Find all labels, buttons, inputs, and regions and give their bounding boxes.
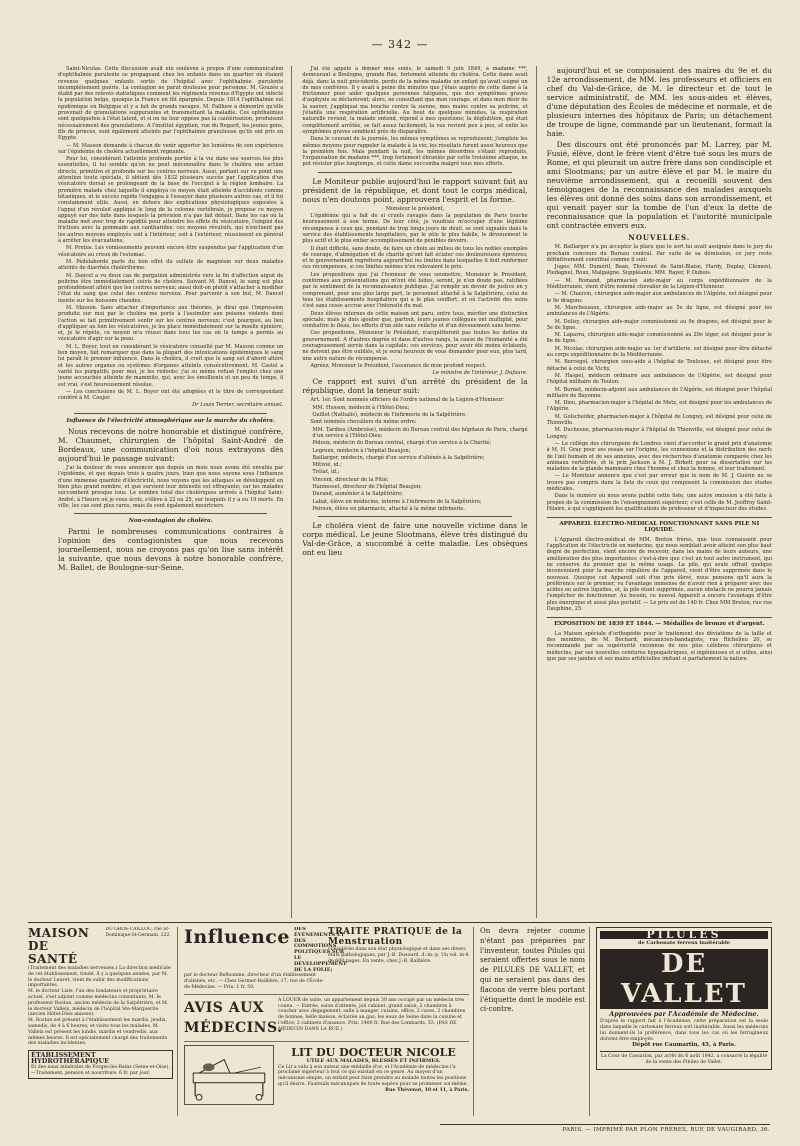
paragraph: Les propositions que j'ai l'honneur de vous soumettre, Monsieur le Président, conformes aux présentations qui m'ont été faites, seront, je n'en doute pas, ratifiées par le sentiment de la reconnaissance publique. J'ai remplir un devoir de justice en y comprenant, pour une plus large part, le personnel attaché à la Salpêtrière, celui de tous les établissements hospitaliers qui a le plus souffert, et où l'activité des soins s'est sans cesse accrue avec l'intensité du mal.	[302, 271, 528, 310]
list-item: Labat, élève en médecine, interne à l'infirmerie de la Salpêtrière;	[312, 498, 482, 505]
ad-address: Rue Thévenot, 10 et 11, à Paris.	[385, 1087, 469, 1093]
list-item: Baillarger, médecin, chargé d'un service d'aliénés à la Salpêtrière;	[312, 454, 485, 461]
ad-body: considérée dans son état physiologique et dans ses divers états pathologiques, par J.-B. Dusourd, d.-m.-p. Un vol. in-8 de 600 pages. En vente, chez J.-B. Baillière.	[328, 947, 469, 964]
paragraph: M. L. Boyer, tout en considérant le vésicatoire conseillé par M. Masson comme un bon moyen, fait remarquer que dans la plupart des intoxications épidémiques le sang lui paraît le premier influencé. Dans le choléra, il croit que le sang est d'abord altéré et les autres organes ou systèmes d'organes atteints consécutivement. M. Castel a vanté les purgatifs; pour moi, je les redoute; j'ai su même refusé l'emploi chez une jeune accouchée atteinte de mammite, qui, avec les émollients et un peu de temps, il est vrai, s'est heureusement résolue.	[58, 343, 284, 388]
article-columns	[58, 66, 772, 918]
paragraph: Deux élèves internes de cette maison ont paru, entre tous, mériter une distinction spéciale; mais je dois ajouter que, partout, leurs jeunes collègues ont multiplié, pour combattre le fléau, les efforts d'un zèle sans relâche et d'un dévouement sans borne.	[302, 310, 528, 330]
ad-body: M. Rostan est présent à l'établissement les mardis, jeudis, samedis, de 4 à 6 heures, et visite tous les malades. M. Valleix est présent les lundis, mardis et vendredis, aux mêmes heures. Il est spécialement chargé des traitements des maladies incidentes.	[28, 1018, 168, 1047]
news-item: M. Burnet, médecin-adjoint aux ambulances de l'Algérie, est désigné pour l'hôpital militaire de Bayonne.	[546, 386, 772, 399]
divider	[547, 517, 772, 518]
paragraph: Saint-Nicolas. Cette discussion avait été soulevée à propos d'une communication d'ophthalmie purulente se propageant chez les enfants dans un quartier où étaient revenus quelques enfants sortis de l'hôpital avec l'ophthalmie purulente incomplétement guérie. La contagion ne parut douteuse pour personne. M. Gouzée a établi par des relevés statistiques comment les régiments revenus d'Égypte ont infecté la population belge, quoique la France en fût épargnée. Depuis 1814 l'ophthalmie est épidémique en Belgique et y a fait de grands ravages. M. Fallhow a démontré qu'elle provenait de granulations suppurantes et transmettant la maladie. Ces ophthalmies sont quelquefois à l'état latent, et si on ne leur oppose pas la cautérisation, produisent nécessairement des granulations. A l'institut égyptien, rue du Regard, les jeunes gens, fils de princes, sont également atteints par l'ophthalmie granuleuse qu'ils ont pris en Égypte.	[58, 66, 284, 142]
list-item: Poirson, élève en pharmacie, attaché à la même infirmerie.	[312, 505, 466, 512]
paragraph: M. Pédelaborde parle du bon effet du sulfate de magnésie sur deux malades atteints de diarrhée cholériforme.	[58, 258, 284, 272]
paragraph: La Maison spéciale d'orthopédie pour le traitement des déviations de la taille et des membres, de M. Béchard, mécanicien-bandagiste, rue Richelieu 20, se recommande par sa supériorité reconnue de nos plus célèbres chirurgiens et médecins, par ses nouvelles ceintures hypogastriques, si ingénieuses et si utiles, ainsi que par ses jambes et ses mains artificielles imitant si parfaitement la nature.	[546, 630, 772, 662]
apparatus-title: APPAREIL ÉLECTRO-MÉDICAL FONCTIONNANT SANS PILE NI LIQUIDE.	[559, 521, 760, 534]
lead-paragraph: Des discours ont été prononcés par M. Larrey, par M. Fusié, élève, dont le frère vient d'être tué sous les murs de Rome, et qui pleurait un autre frère dans son condisciple et ami Slootmans; par un autre élève et par M. le maire du neuvième arrondissement, qui a recueilli souvent des témoignages de la reconnaissance des malades auxquels les élèves ont donné des soins dans son arrondissement, et qui venait payer sur la tombe de l'un d'eux la dette de reconnaissance que la population et l'autorité municipale ont contractée envers eux.	[546, 140, 772, 230]
news-item: M. Dolisy, chirurgien aide-major commissionné au 9e dragons, est désigné pour le 5e de ligne.	[546, 318, 772, 331]
news-item: M. Bercegol, chirurgien sous-aide à l'hôpital de Toulouse, est désigné pour être détaché à celui de Vichy.	[546, 359, 772, 372]
ad-title: TRAITÉ PRATIQUE de la Menstruation	[328, 927, 463, 947]
advertisements	[28, 922, 772, 1116]
paragraph: Art. 1er. Sont nommés officiers de l'ordre national de la Légion-d'Honneur:	[310, 397, 505, 404]
vallet-name: DE VALLET	[600, 949, 768, 1009]
paragraph: Ces propositions, Monsieur le Président, n'acquitteront pas toutes les dettes du gouvernement. A d'autres degrés et dans d'autres rangs, la cause de l'humanité a été courageusement servie dans la capitale; ces services, pour avoir été moins éclatants, ne doivent pas être oubliés, et je serai heureux de vous demander pour eux, plus tard, une autre nature de récompense.	[302, 330, 528, 362]
list-item: Vincent, directeur de la Pitié;	[312, 476, 389, 483]
news-item: M. Haspel, médecin ordinaire aux ambulances de l'Algérie, est désigné pour l'hôpital militaire de Toulon.	[546, 372, 772, 386]
paragraph: M. Dancel a vu deux cas de purgation administrée vers la fin d'affection aiguë de poitrine être immédiatement suivis de choléra. Suivant M. Dancel, le sang est plus profondément altéré que les centres nerveux; aussi doit-on plutôt s'attacher à modifier l'état du sang que celui des centres nerveux. Pour parvenir à son but, M. Dancel insiste sur les boissons chaudes.	[58, 272, 284, 304]
list-item: Hannesset, directeur de l'hôpital Beaujon;	[312, 484, 422, 491]
news-item: — M. Chauvin, chirurgien aide-major aux ambulances de l'Algérie, est désigné pour le 9e dragons.	[546, 291, 772, 304]
news-item: M. Nicolas, chirurgien aide-major au 1er d'artillerie, est désigné pour être détaché au corps expéditionnaire de la Méditerranée.	[546, 345, 772, 359]
vallet-approved: Approuvées par l'Académie de Médecine.	[609, 1009, 759, 1018]
ad-title: AVIS AUX MÉDECINS.	[184, 999, 283, 1036]
ad-body: A LOUER de suite, un appartement depuis 30 ans occupé par un médecin très connu. — Entrée, salon d'attente, joli cabinet, grand salon, 2 chambres à coucher avec dégagement, salle à manger, cuisine, office, 2 caves, 2 chambres de bonnes; belle maison, éclairée au gaz; les eaux de Seine dans la cuisine et l'office; 2 cabinets d'aisance. Prix: 1400 fr. Rue des Lombards, 33. (PAS DE MÉDECIN DANS LA RUE.)	[278, 997, 466, 1032]
divider	[74, 413, 267, 414]
list-item: Guillot (Nathalis), médecin de l'infirmerie de la Salpêtrière.	[312, 412, 467, 419]
column-3	[547, 66, 772, 918]
paragraph: J'ai la douleur de vous annoncer que depuis un mois nous avons été envahis par l'épidémie, et que depuis trois à quatre jours, bien que nous soyons sous l'influence d'une immense quantité d'électricité, nous voyons que les attaques se développent en bien plus grand nombre, et que survient leur intensité est effrayante; car les malades succombent presque tous. Le nombre total des cholériques arrivés à l'hôpital Saint-André, à l'heure où je vous écris, s'élève à 22 ou 25, sur lesquels il y a eu 19 morts. En ville, les cas sont plus rares, mais ils sont également meurtriers.	[58, 465, 284, 509]
news-item: Dans le numéro où nous avons publié cette liste, une autre omission a été faite à propos de la commission de l'enseignement supérieur; c'est celle de M. Jeoffroy Saint-Hilaire, à qui s'appliquent les qualifications de professeur et d'inspecteur des études.	[546, 493, 772, 512]
signature: Le ministre de l'intérieur, J. Dufaure.	[432, 370, 528, 377]
lead-paragraph: Nous recevons de notre honorable et distingué confrère, M. Chaumet, chirurgien de l'hôpital Saint-André de Bordeaux, une communication d'où nous extrayons dès aujourd'hui le passage suivant:	[58, 427, 284, 464]
paragraph: Agréez, Monsieur le Président, l'assurance de mon profond respect.	[310, 362, 487, 369]
divider	[318, 172, 511, 173]
vallet-footnote: La Cour de Cassation, par arrêt du 6 août 1842, a consacré la légalité de la vente des Pilules de Vallet.	[600, 1051, 768, 1066]
paragraph: M. Masson. Sans attacher d'importance aux théories, je dirai que l'impression produite sur moi par le choléra me porte à l'assimiler aux poisons violents dont l'action se fait primitivement sentir sur les centres nerveux; c'est pourquoi, au lieu d'appliquer au loin les vésicatoires, je les place immédiatement sur la moelle épinière, et, je le répète, ce moyen m'a réussi dans tous les cas où le temps a permis au vésicatoire d'agir sur la peau.	[58, 304, 284, 343]
bed-icon	[185, 1046, 273, 1104]
ad-title: LIT DU DOCTEUR NICOLE	[291, 1045, 456, 1059]
news-item: M. Dieu, pharmacien-major à l'hôpital de Metz, est désigné pour les ambulances de l'Algérie.	[546, 400, 772, 413]
ad-address: DU GROS-CAILLOU, rue St-Dominique-St-Germain, 222.	[105, 927, 171, 938]
ad-title: ÉTABLISSEMENT HYDROTHÉRAPIQUE	[31, 1051, 110, 1065]
list-item: Mitivié, id.;	[312, 462, 342, 469]
paragraph: — Les conclusions de M. L. Boyer ont été adoptées et le titre de correspondant conféré à M. Caujer.	[58, 388, 284, 402]
paragraph: L'épidémie qui a fait de si cruels ravages dans la population de Paris touche heureusement à son terme. De leur côté, je voudrais m'occuper d'une légitime récompense à ceux qui, pendant de trop longs jours de deuil, se sont signalés dans le service des établissements hospitaliers, par le zèle le plus habile, le dévouement le plus actif et le plus entier accomplissement de pénibles devoirs.	[302, 213, 528, 245]
printer-footer: PARIS. — IMPRIMÉ PAR PLON FRÈRES, RUE DE VAUGIRARD, 36.	[440, 1124, 770, 1133]
ad-body: Et des eaux minérales de Forges-les-Bains (Seine-et-Oise). —Traitement, pension et nourriture. 6 fr. par jour.	[31, 1064, 170, 1076]
ad-title: Influence	[184, 927, 290, 948]
lead-paragraph: aujourd'hui et se composaient des maires du 9e et du 12e arrondissement, de MM. les professeurs et officiers en chef du Val-de-Grâce, de M. le directeur et de tout le service administratif, de MM. les sous-aides et élèves, d'une députation des Écoles de médecine et normale, et de plusieurs internes des hôpitaux de Paris; un détachement de troupe de ligne, commandé par un lieutenant, formait la haie.	[546, 66, 772, 138]
bed-illustration	[184, 1045, 274, 1105]
news-item: M. Baillarger n'a pu accepter la place que le sort lui avait assignée dans le jury du prochain concours du Bureau central. Par suite de sa démission, ce jury reste définitivement constitué comme il suit:	[546, 244, 772, 263]
ad-subtitle: UTILE AUX MALADES, BLESSÉS ET INFIRMES.	[306, 1057, 441, 1064]
section-heading: Non-contagion du choléra.	[128, 518, 213, 525]
paragraph: J'ai été appelé à donner mes soins, le samedi 9 juin 1849, à madame ***, demeurant à Boulogne, grande Rue, fortement atteinte du choléra. Cette dame avait déjà, dans la nuit précédente, perdu de la même maladie un enfant qu'avait soigné un de mes confrères. Il y avait à peine dix minutes que j'étais auprès de cette dame à la frictionner pour aider quelques personnes fatiguées, que des symptômes graves d'asphyxie se déclarèrent; alors, ne consultant que mon courage, et dans mon désir de la sauver, j'appliquai ma bouche contre la sienne, mes mains contre sa poitrine, et j'établis une respiration artificielle. Au bout de quelques minutes, la respiration naturelle revient, la malade entend, répond à mes questions; la déglutition, qui était complétement arrêtée, se fait assez facilement; la vue revient peu à peu, et enfin les symptômes graves semblent près de disparaître.	[302, 66, 528, 135]
vallet-body: D'après le rapport fait à l'Académie, cette préparation est la seule dans laquelle le carbonate ferreux soit inaltérable. Aussi les médecins lui donnent-ils la préférence, dans tous les cas où les ferrugineux doivent être employés.	[600, 1019, 768, 1042]
paragraph: L'Appareil électro-médical de MM. Breton frères, que tous connaissent pour l'application de l'électricité en médecine, qui nous semblait avoir atteint son plus haut degré de perfection, vient encore de recevoir, dans les mains de leurs auteurs, une amélioration des plus importantes; c'est-à-dire que c'est un tout autre instrument, qui ne conserve du premier que le même usage. La pile, qui seule offrait quelque inconvénient pour la marche régulière de l'appareil, vient d'être supprimée dans le nouveau. Quoique cet Appareil soit d'un prix élevé, nous pensons qu'il aura la préférence sur le premier, vu l'avantage immense de n'avoir rien à préparer avec des acides ou autres liquides, et, la pile étant supprimée, aucun obstacle ne pourra jamais l'empêcher de fonctionner. Au besoin, ce nouvel Appareil a encore l'avantage d'être plus énergique et aussi plus portatif. — Le prix est de 140 fr. Chez MM Breton, rue rue Dauphine, 25.	[546, 536, 772, 613]
news-item: — M. Romand, pharmacien aide-major au corps expéditionnaire de la Méditerranée, vient d'être nommé chevalier de la Légion-d'Honneur.	[546, 277, 772, 291]
news-item: M. Golscheider, pharmacien-major à l'hôpital de Longwy, est désigné pour celui de Thionville.	[546, 413, 772, 427]
signature: Dr Louis Terrier, secrétaire annuel.	[192, 402, 284, 409]
ad-body: Ce Lit a valu à son auteur une médaille d'or, et l'Académie de médecine l'a proclamé supérieur à tout ce qui existait en ce genre. Au moyen d'un mécanisme simple, un enfant peut faire prendre au malade toutes les positions qu'il désire. Fauteuils mécaniques de toute espèce pour se promener soi-même.	[278, 1064, 468, 1087]
ad-middle	[184, 927, 474, 1116]
list-item: Legroux, médecin à l'hôpital Beaujon;	[312, 447, 411, 454]
ad-subtitle: DES ÉVÉNEMENTS ET DES COMMOTIONS POLITIQUES SUR LE DÉVELOPPEMENT DE LA FOLIE;	[293, 927, 347, 973]
paragraph: — M. Masson demande à chacun de venir apporter les lumières de son expérience sur l'épidémie de choléra actuellement régnante.	[58, 142, 284, 155]
page-number: — 342 —	[371, 38, 429, 51]
news-item: M. Marchessaux, chirurgien aide-major au 5e de ligne, est désigné pour les ambulances de l'Algérie.	[546, 304, 772, 318]
vallet-label	[596, 927, 772, 1070]
list-item: Trélat, id.;	[312, 469, 340, 476]
paragraph: M. Pretus. Les vomissements peuvent encore être suspendus par l'application d'un vésicatoire au creux de l'estomac.	[58, 245, 284, 258]
paragraph: Dans le courant de la journée, les mêmes symptômes se reproduisent; j'emploie les mêmes moyens pour rappeler la malade à la vie; les résultats furent aussi heureux que la première fois. Mais pendant la nuit, les mêmes désordres s'étant reproduits, l'organisation de madame ***, trop fortement ébranlée par cette troisième attaque, ne put résister plus longtemps, et cette dame succomba malgré tous mes efforts.	[302, 136, 528, 168]
lead-paragraph: Le Moniteur publie aujourd'hui le rapport suivant fait au président de la république, et dont tout le corps médical, nous n'en doutons point, approuvera l'esprit et la forme.	[302, 176, 528, 204]
lead-paragraph: Le choléra vient de faire une nouvelle victime dans le corps médical. Le jeune Slootmans, élève très distingué du Val-de-Grâce, a succombé à cette maladie. Les obsèques ont eu lieu	[302, 521, 528, 558]
news-item: M. Duchesne, pharmacien-major à l'hôpital de Thionville, est désigné pour celui de Longwy.	[546, 427, 772, 440]
column-1	[58, 66, 292, 918]
ad-hydro-box	[28, 1050, 173, 1079]
exposition-title: EXPOSITION DE 1839 ET 1844. — Médailles de bronze et d'argent.	[554, 621, 765, 628]
ad-body: par le docteur Belhomme, directeur d'un établissement d'aliénés, etc. — Chez Germer-Baillière, 17, rue de l'École-de-Médecine. — Prix: 1 fr. 50.	[184, 973, 324, 990]
ad-body: (Traitement des maladies nerveuses.) La direction médicale de cet établissement, fondé, il y a quelques années, par M. le docteur Leuret, vient de subir des modifications importantes.	[28, 966, 171, 989]
vallet-depot: Dépôt rue Caumartin, 45, à Paris.	[632, 1041, 736, 1048]
vallet-subtitle: de Carbonate ferreux inaltérable	[638, 939, 730, 946]
paragraph: Pour lui, considérant l'atteinte profonde portée à la vie dans ses sources les plus essentielles, il lui semble qu'on ne peut méconnaître dans le choléra une action directe, primitive et profonde sur les centres nerveux. Aussi, portant sur ce point une attention toute spéciale, il obtient dès 1832 plusieurs succès par l'application d'un vésicatoire dorsal se prolongeant de la base de l'occiput à la région lombaire. La première malade chez laquelle il employa ce moyen était atteinte d'accidents comme tétaniques, et le succès rapide l'engagea à l'essayer dans plusieurs autres cas, et il fut constamment utile. Aussi, en dehors des explications physiologiques exposées à l'appui d'un révulsif appliqué le long de la colonne vertébrale, je propose ce moyen appuyé sur des faits dans lesquels la prévision n'a pas fait défaut. Dans les cas où la maladie met avec trop de rapidité pour attendre les effets du vésicatoire, l'emploi des frictions avec la pommade aux cantharides; ces moyens révulsifs, qui n'excluent pas les autres moyens employés soit à l'intérieur, soit à l'extérieur, réussissent en général à arrêter les évacuations.	[58, 156, 284, 245]
news-item: — Le Moniteur annonce que c'est par erreur que le nom de M. J. Guérin ne se trouve pas compris dans la liste de ceux qui composent la commission des études médicales.	[546, 473, 772, 492]
news-item: — Le collège des chirurgiens de Londres vient d'accorder le grand prix d'anatomie à M. H. Gray pour ses essais sur l'origine, les connexions et la distribution des nerfs de l'œil humain et de ses annexes, avec des recherches d'anatomie comparée chez les animaux vertébrés, et le prix Jackson à M. J. Birkett pour sa dissertation sur les maladies de la glande mammaire chez l'homme et chez la femme, et leur traitement.	[546, 440, 772, 473]
column-2	[302, 66, 536, 918]
divider	[547, 617, 772, 618]
ad-vallet-warning	[480, 927, 590, 1116]
section-heading: Influence de l'électricité atmosphérique sur la marche du choléra.	[66, 417, 275, 424]
ad-body: M. le docteur Lisle, l'un des fondateurs et propriétaire actuel, s'est adjoint comme médecins consultants, M. le professeur Rostan, ancien médecin de la Salpêtrière, et M. le docteur Valleix, médecin de l'hôpital Ste-Marguerite (ancien Hôtel-Dieu annexe).	[28, 989, 169, 1018]
divider	[74, 513, 267, 514]
list-item: MM. Tardieu (Ambroise), médecin du Bureau central des hôpitaux de Paris, chargé d'un service à l'Hôtel-Dieu;	[312, 426, 528, 439]
vallet-pilules: PILULES	[600, 931, 768, 939]
ad-title: MAISON DE SANTÉ	[28, 927, 90, 966]
divider	[318, 516, 511, 517]
list-item: MM. Husson, médecin à l'Hôtel-Dieu;	[312, 404, 410, 411]
news-item: M. Laparra, chirurgien aide-major commissionné au 20e léger, est désigné pour le 8e de ligne.	[546, 332, 772, 345]
salutation: Monsieur le président,	[385, 205, 445, 212]
list-item: Durand, aumônier à la Salpêtrière;	[312, 491, 403, 498]
paragraph: Sont nommés chevaliers du même ordre:	[310, 419, 417, 426]
lead-paragraph: Parmi le nombreuses communications contraires à l'opinion des contagionistes que nous recevons journellement, nous ne croyons pas qu'on lise sans intérêt la suivante, que nous devons à notre honorable confrère, M. Ballet, de Boulogne-sur-Seine.	[58, 527, 284, 573]
news-title: NOUVELLES.	[628, 233, 691, 242]
list-item: Pidoux, médecin du Bureau central, chargé d'un service à la Charité;	[312, 440, 492, 447]
ad-maison-de-sante	[28, 927, 178, 1116]
ad-vallet	[596, 927, 772, 1116]
paragraph: Il était difficile, sans doute, de faire un choix au milieu de tous les nobles exemples de courage, d'abnégation et de charité qu'ont fait éclater ces douloureuses épreuves; et le gouvernement regrettera aujourd'hui les limites dans lesquelles il doit renfermer ces récompenses, si ces limites mêmes n'en relevaient le prix.	[302, 245, 528, 271]
warning-text: On devra rejeter comme n'étant pas préparées par l'inventeur, toutes Pilules qui seraient offertes sous le nom de PILULES DE VALLET, et qui ne seraient pas dans des flacons de verre bleu portant l'étiquette dont le modèle est ci-contre.	[480, 927, 585, 1014]
lead-paragraph: Ce rapport est suivi d'un arrêté du président de la république, dont la teneur suit:	[302, 377, 528, 396]
news-item: Juges: MM. Duméril, Bean, Thévenot de Saint-Blaise, Hardy, Duplay, Clément, Piedagnel, Roux, Malgaigne. Suppléants: MM. Rayer, P. Dubois.	[546, 264, 772, 277]
